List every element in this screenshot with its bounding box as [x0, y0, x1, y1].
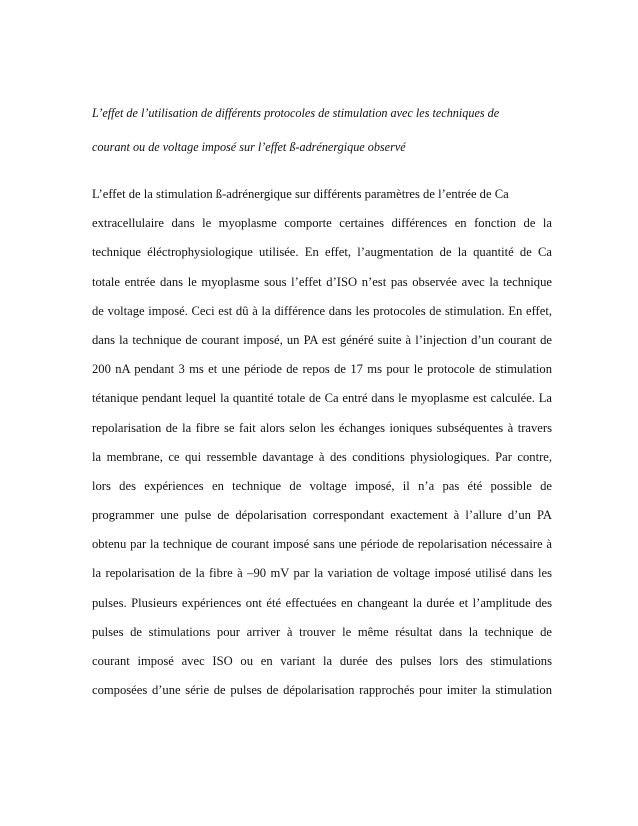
- paragraph-line: pulses de stimulations pour arriver à trouver le même résultat dans la technique de: [92, 624, 552, 639]
- paragraph-line: la repolarisation de la fibre à –90 mV par la variation de voltage imposé utilisé dans les: [92, 566, 552, 581]
- paragraph-line: pulses. Plusieurs expériences ont été effectuées en changeant la durée et l’amplitude des: [92, 595, 552, 610]
- paragraph-line: dans la technique de courant imposé, un PA est généré suite à l’injection d’un courant de: [92, 332, 552, 347]
- paragraph-line: la membrane, ce qui ressemble davantage à des conditions physiologiques. Par contre,: [92, 449, 552, 464]
- paragraph-line: totale entrée dans le myoplasme sous l’effet d’ISO n’est pas observée avec la technique: [92, 274, 552, 289]
- heading-line: courant ou de voltage imposé sur l’effet ß-adrénergique observé: [92, 140, 406, 154]
- paragraph-line: L’effet de la stimulation ß-adrénergique sur différents paramètres de l’entrée de Ca: [92, 187, 509, 201]
- paragraph-line: technique éléctrophysiologique utilisée. En effet, l’augmentation de la quantité de Ca: [92, 245, 552, 260]
- paragraph-line: composées d’une série de pulses de dépolarisation rapprochés pour imiter la stimulation: [92, 683, 552, 698]
- section-heading: [92, 96, 562, 164]
- body-paragraph: [92, 180, 552, 705]
- heading-line: L’effet de l’utilisation de différents protocoles de stimulation avec les techniques de: [92, 106, 500, 120]
- paragraph-line: obtenu par la technique de courant imposé sans une période de repolarisation nécessaire à: [92, 537, 552, 552]
- paragraph-line: lors des expériences en technique de voltage imposé, il n’a pas été possible de: [92, 478, 552, 493]
- paragraph-line: extracellulaire dans le myoplasme comporte certaines différences en fonction de la: [92, 216, 552, 231]
- paragraph-line: repolarisation de la fibre se fait alors selon les échanges ioniques subséquentes à travers: [92, 420, 552, 435]
- paragraph-line: programmer une pulse de dépolarisation correspondant exactement à l’allure d’un PA: [92, 508, 552, 523]
- paragraph-line: de voltage imposé. Ceci est dû à la différence dans les protocoles de stimulation. En effet,: [92, 303, 552, 318]
- paragraph-line: courant imposé avec ISO ou en variant la durée des pulses lors des stimulations: [92, 654, 552, 668]
- paragraph-line: tétanique pendant lequel la quantité totale de Ca entré dans le myoplasme est calculée. La: [92, 391, 552, 406]
- paragraph-line: 200 nA pendant 3 ms et une période de repos de 17 ms pour le protocole de stimulation: [92, 362, 552, 377]
